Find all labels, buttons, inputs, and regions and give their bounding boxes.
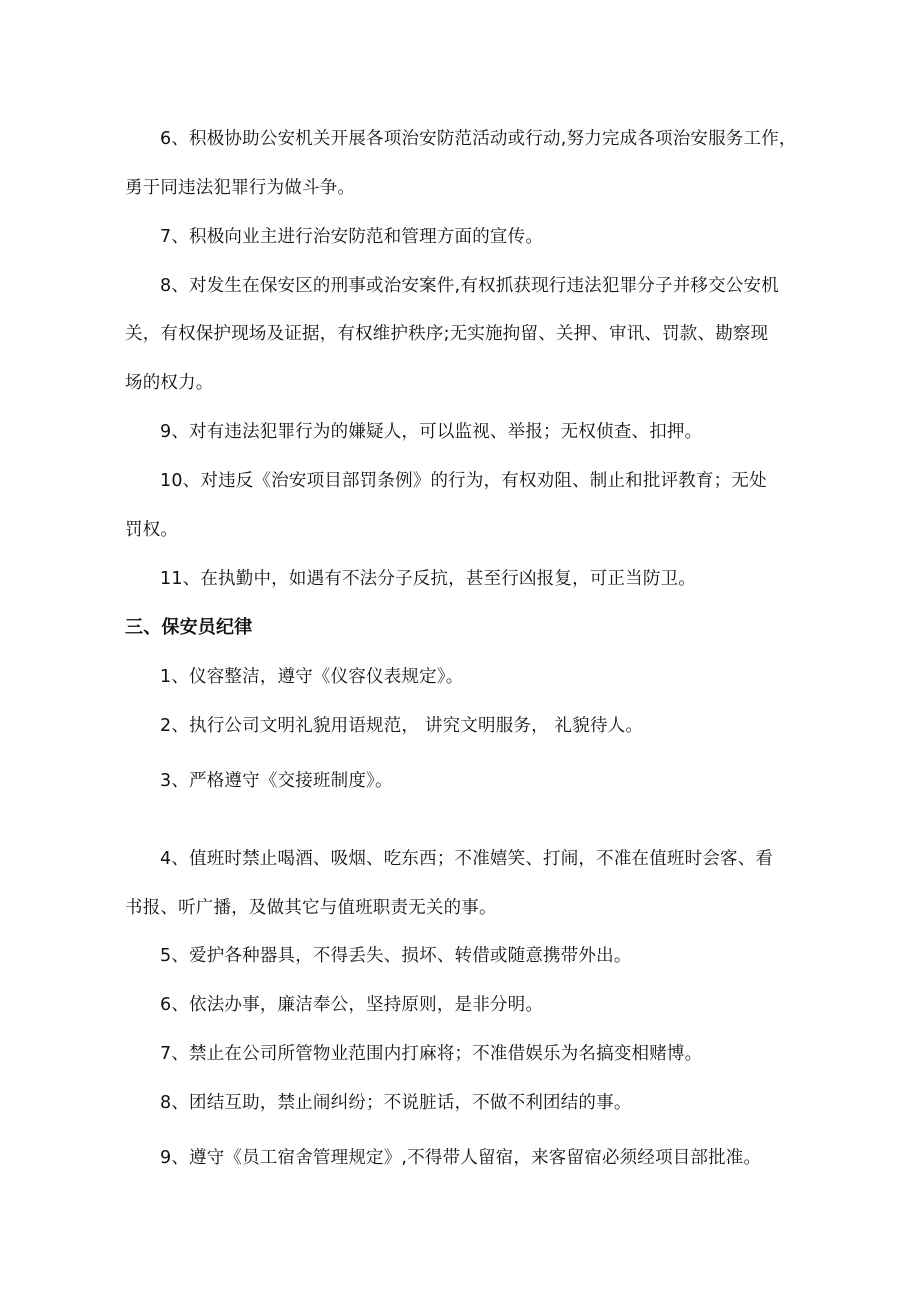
discipline-item-4-line-2: 书报、听广播，及做其它与值班职责无关的事。 — [125, 898, 497, 918]
rights-item-8-line-1: 8、对发生在保安区的刑事或治安案件,有权抓获现行违法犯罪分子并移交公安机 — [160, 276, 779, 296]
discipline-item-2: 2、执行公司文明礼貌用语规范， 讲究文明服务， 礼貌待人。 — [160, 716, 644, 736]
discipline-item-3: 3、严格遵守《交接班制度》。 — [160, 771, 393, 791]
discipline-item-8: 8、团结互助，禁止闹纠纷；不说脏话，不做不利团结的事。 — [160, 1093, 632, 1113]
discipline-item-5: 5、爱护各种器具，不得丢失、损坏、转借或随意携带外出。 — [160, 946, 632, 966]
section-heading-discipline: 三、保安员纪律 — [125, 617, 253, 638]
rights-item-9: 9、对有违法犯罪行为的嫌疑人，可以监视、举报；无权侦查、扣押。 — [160, 422, 703, 442]
rights-item-7: 7、积极向业主进行治安防范和管理方面的宣传。 — [160, 227, 544, 247]
rights-item-6-line-1: 6、积极协助公安机关开展各项治安防范活动或行动,努力完成各项治安服务工作， — [160, 129, 797, 149]
discipline-item-9: 9、遵守《员工宿舍管理规定》,不得带人留宿，来客留宿必须经项目部批准。 — [160, 1148, 762, 1168]
rights-item-8-line-2: 关，有权保护现场及证据，有权维护秩序;无实施拘留、关押、审讯、罚款、勘察现 — [125, 324, 769, 344]
rights-item-10-line-1: 10、对违反《治安项目部罚条例》的行为，有权劝阻、制止和批评教育；无处 — [160, 471, 767, 491]
discipline-item-6: 6、依法办事，廉洁奉公，坚持原则，是非分明。 — [160, 995, 544, 1015]
discipline-item-4-line-1: 4、值班时禁止喝酒、吸烟、吃东西；不准嬉笑、打闹，不准在值班时会客、看 — [160, 849, 774, 869]
discipline-item-1: 1、仪容整洁，遵守《仪容仪表规定》。 — [160, 667, 464, 687]
rights-item-10-line-2: 罚权。 — [125, 520, 179, 540]
discipline-item-7: 7、禁止在公司所管物业范围内打麻将；不准借娱乐为名搞变相赌博。 — [160, 1044, 703, 1064]
rights-item-11: 11、在执勤中，如遇有不法分子反抗，甚至行凶报复，可正当防卫。 — [160, 569, 696, 589]
rights-item-8-line-3: 场的权力。 — [125, 373, 214, 393]
rights-item-6-line-2: 勇于同违法犯罪行为做斗争。 — [125, 178, 356, 198]
